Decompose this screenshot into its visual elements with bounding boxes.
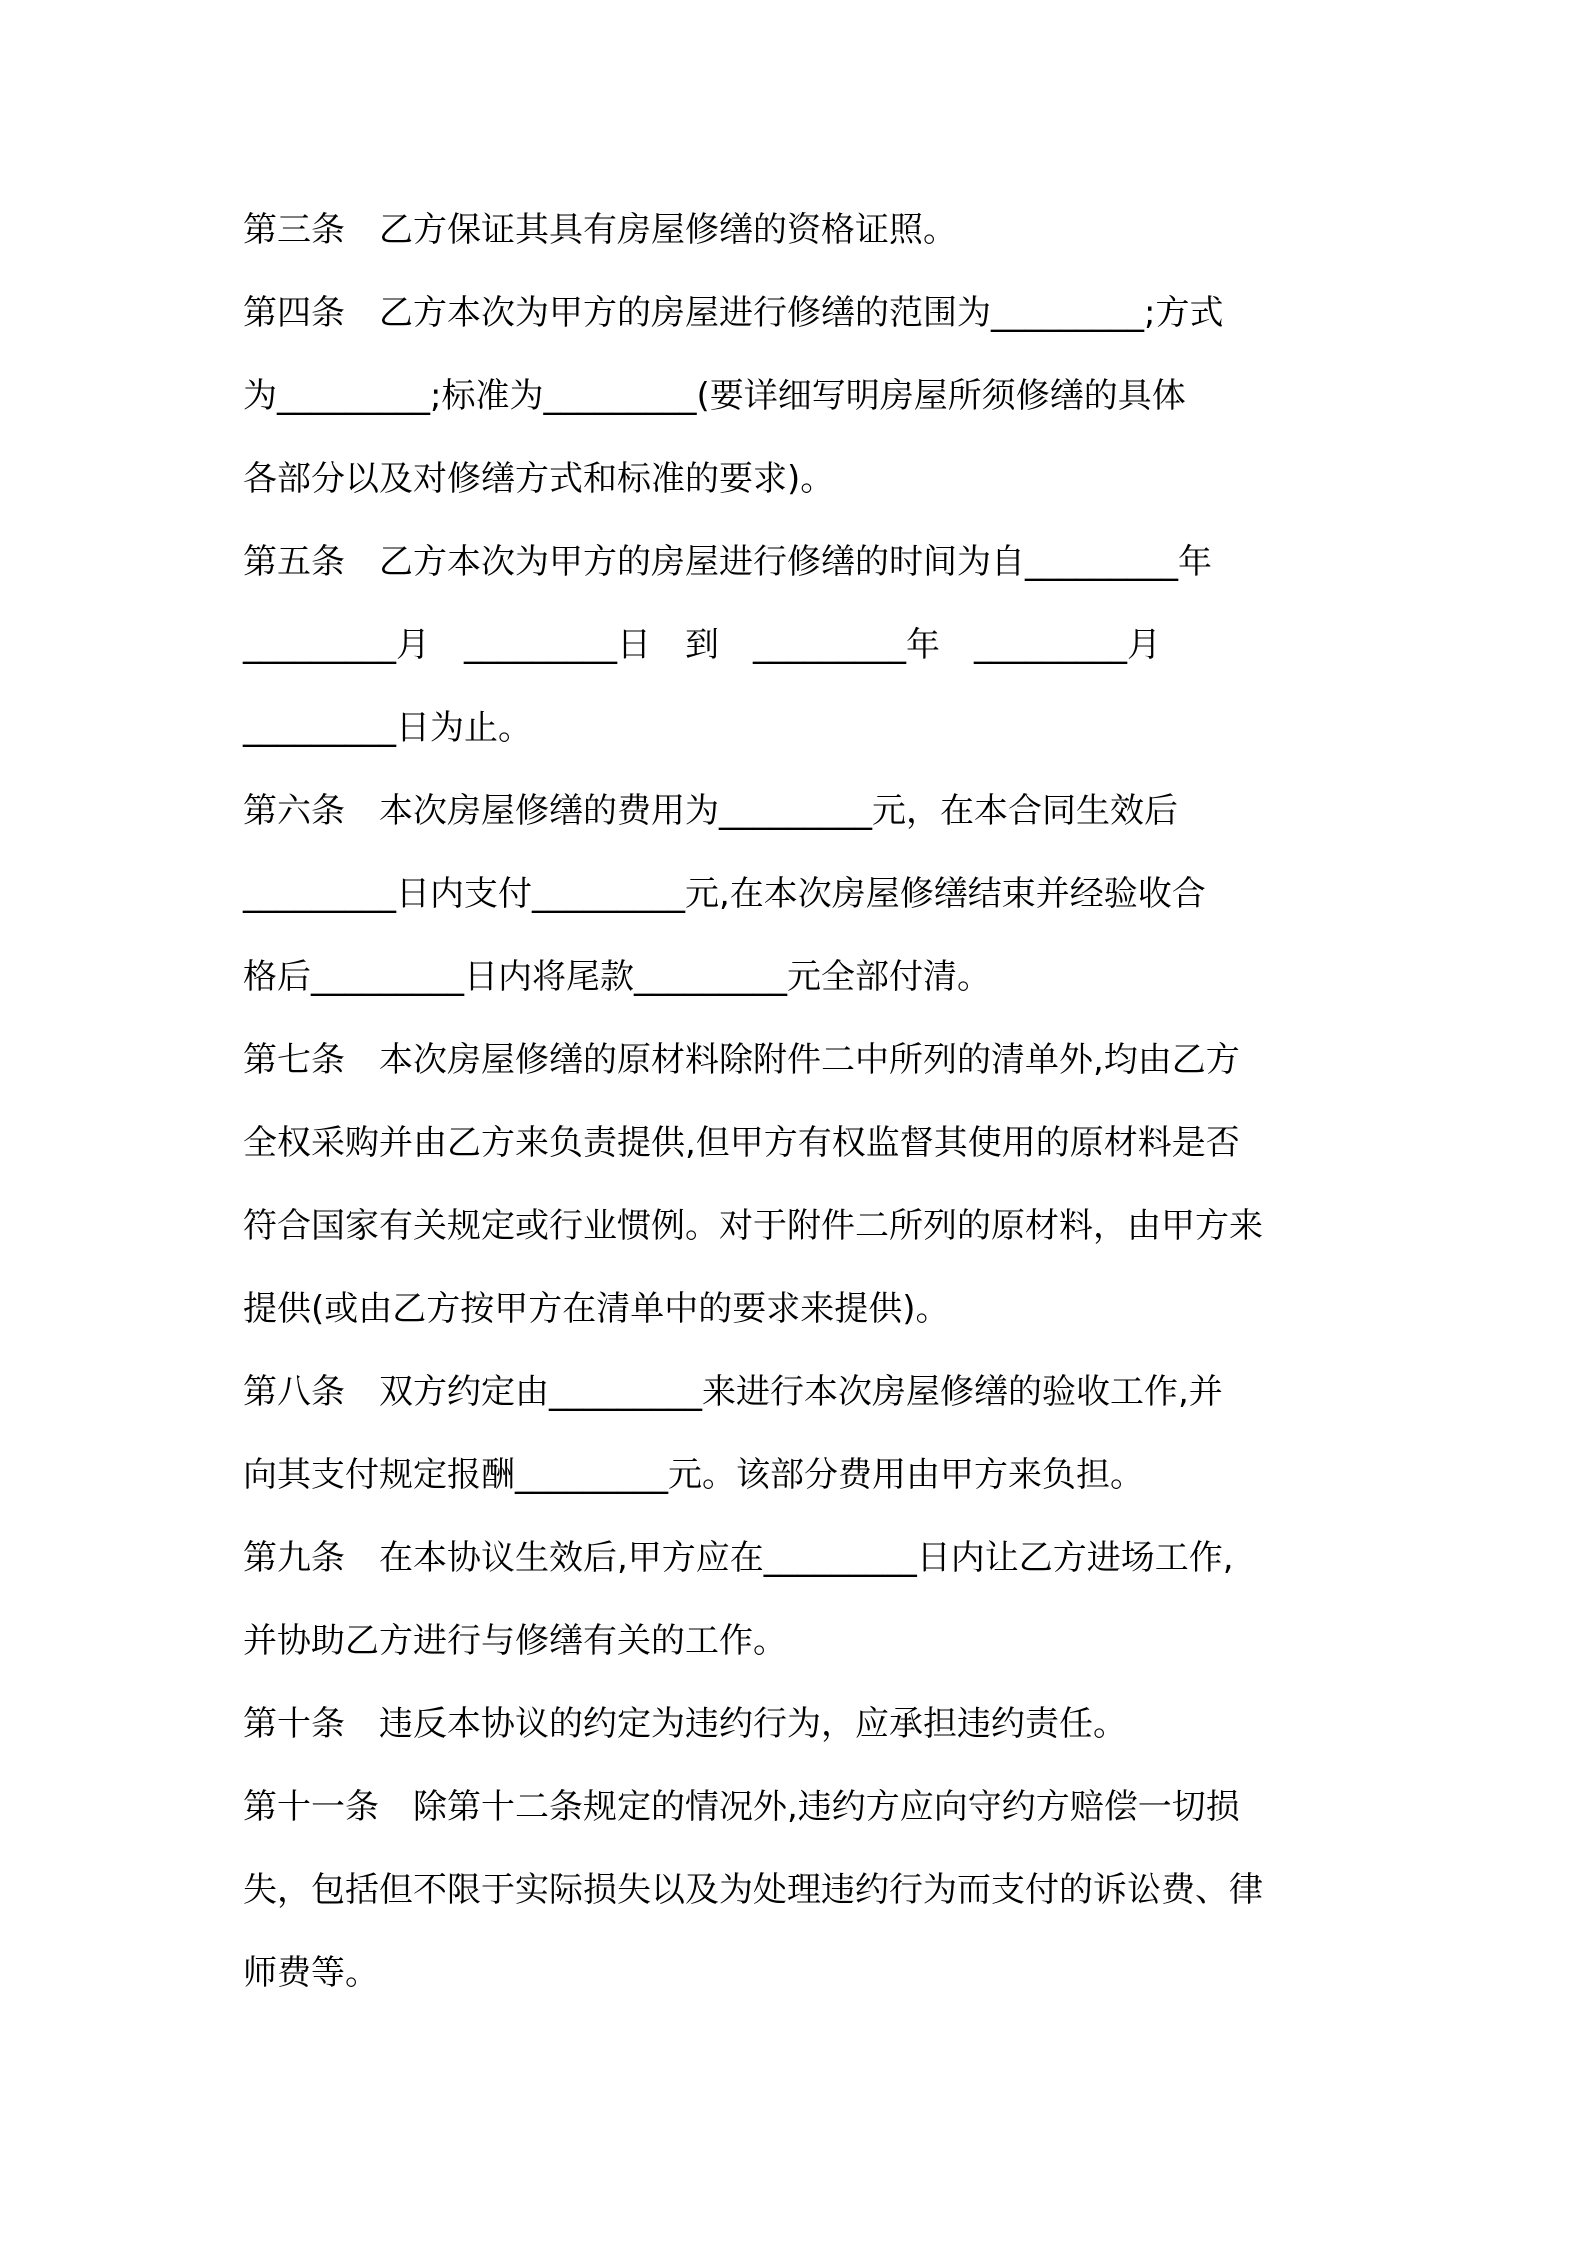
article-7-line-1: 第七条 本次房屋修缮的原材料除附件二中所列的清单外,均由乙方 <box>243 1040 1240 1080</box>
article-6-line-1: 第六条 本次房屋修缮的费用为_________元，在本合同生效后 <box>243 791 1178 831</box>
article-8-line-2: 向其支付规定报酬_________元。该部分费用由甲方来负担。 <box>243 1455 1144 1495</box>
article-9-line-2: 并协助乙方进行与修缮有关的工作。 <box>243 1621 787 1661</box>
contract-body <box>243 200 1363 2026</box>
article-7-line-2: 全权采购并由乙方来负责提供,但甲方有权监督其使用的原材料是否 <box>243 1123 1240 1163</box>
article-9-line-1: 第九条 在本协议生效后,甲方应在_________日内让乙方进场工作, <box>243 1538 1234 1578</box>
article-5-line-1: 第五条 乙方本次为甲方的房屋进行修缮的时间为自_________年 <box>243 542 1212 582</box>
article-8-line-1: 第八条 双方约定由_________来进行本次房屋修缮的验收工作,并 <box>243 1372 1223 1412</box>
article-10-line-1: 第十条 违反本协议的约定为违约行为，应承担违约责任。 <box>243 1704 1127 1744</box>
article-11-line-1: 第十一条 除第十二条规定的情况外,违约方应向守约方赔偿一切损 <box>243 1787 1240 1827</box>
article-4-line-2: 为_________;标准为_________(要详细写明房屋所须修缮的具体 <box>243 376 1186 416</box>
article-5-line-3: _________日为止。 <box>243 708 532 748</box>
article-3-line-1: 第三条 乙方保证其具有房屋修缮的资格证照。 <box>243 210 957 250</box>
article-7-line-4: 提供(或由乙方按甲方在清单中的要求来提供)。 <box>243 1289 950 1329</box>
article-11-line-3: 师费等。 <box>243 1953 379 1993</box>
article-7-line-3: 符合国家有关规定或行业惯例。对于附件二所列的原材料，由甲方来 <box>243 1206 1263 1246</box>
article-6-line-2: _________日内支付_________元,在本次房屋修缮结束并经验收合 <box>243 874 1206 914</box>
article-6-line-3: 格后_________日内将尾款_________元全部付清。 <box>243 957 991 997</box>
article-11-line-2: 失，包括但不限于实际损失以及为处理违约行为而支付的诉讼费、律 <box>243 1870 1263 1910</box>
article-4-line-3: 各部分以及对修缮方式和标准的要求)。 <box>243 459 835 499</box>
article-5-line-2: _________月 _________日 到 _________年 _________月 <box>243 625 1161 665</box>
article-4-line-1: 第四条 乙方本次为甲方的房屋进行修缮的范围为_________;方式 <box>243 293 1224 333</box>
